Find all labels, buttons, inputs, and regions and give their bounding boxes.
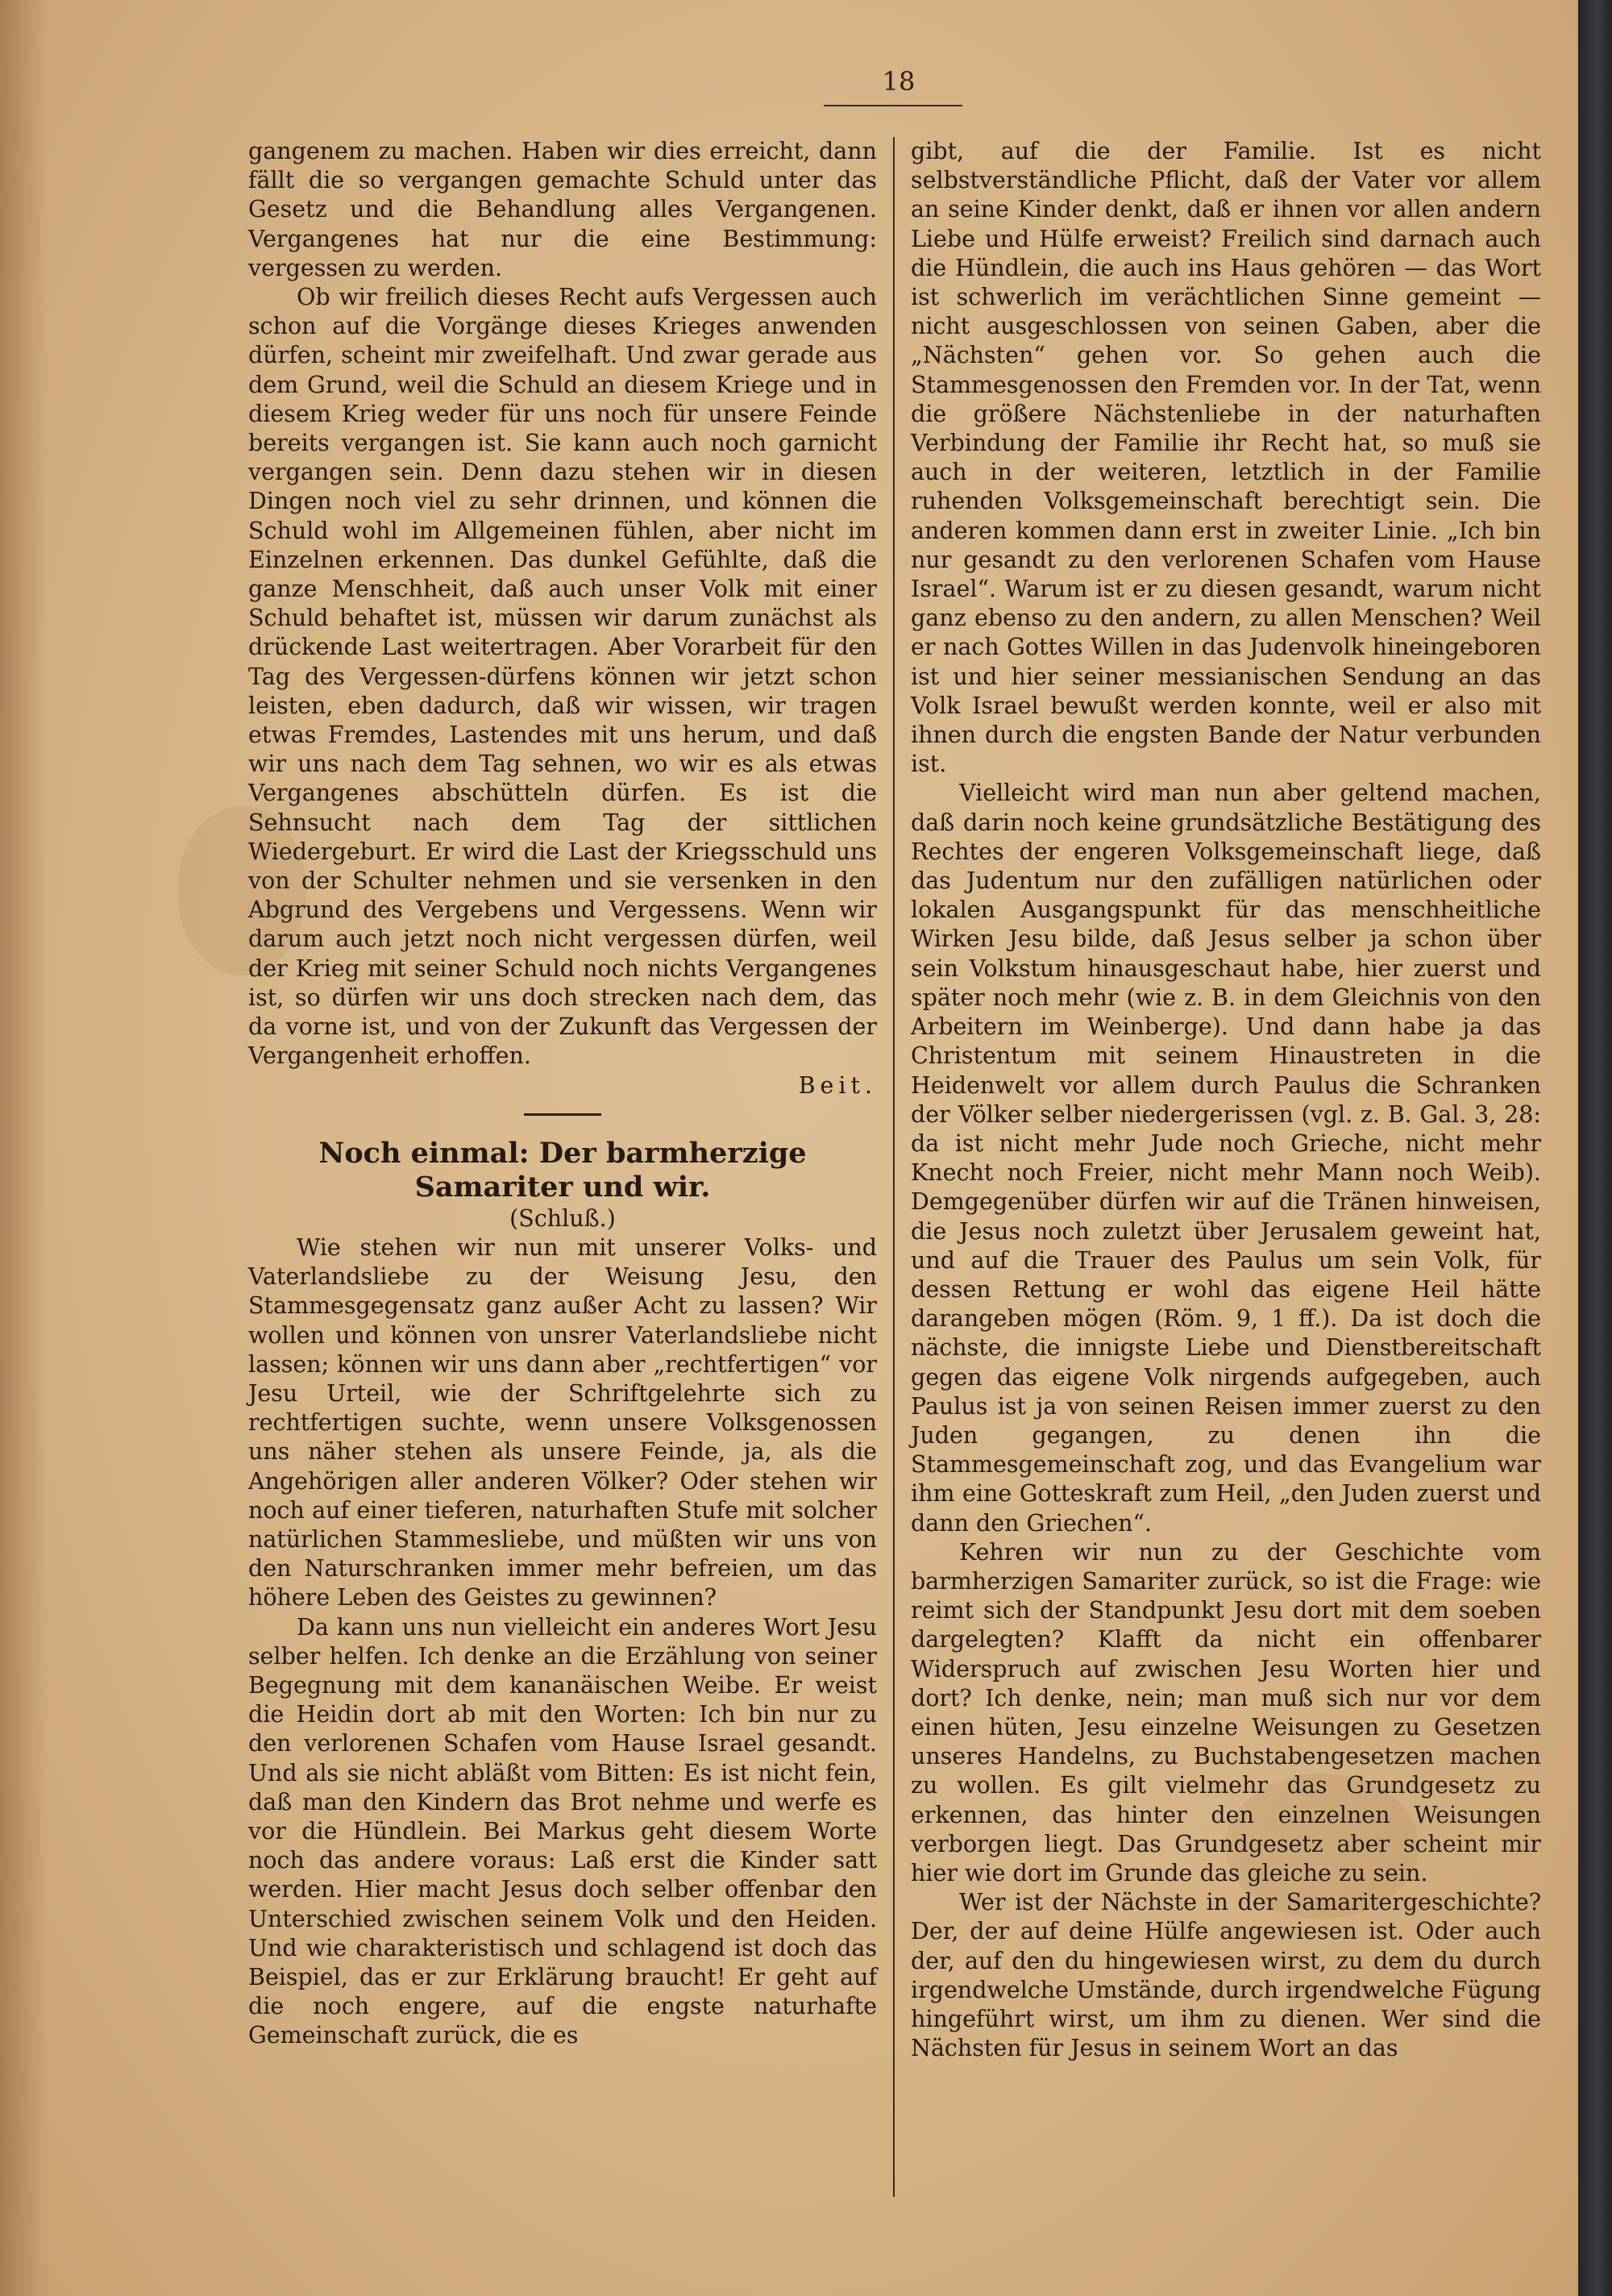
article-subhead: (Schluß.) [509, 1204, 616, 1232]
book-binding [1578, 0, 1612, 2296]
right-column [911, 137, 1541, 2063]
column-divider [893, 137, 895, 2197]
article-separator [524, 1113, 601, 1116]
paragraph: Ob wir freilich dieses Recht aufs Vergessen auch schon auf die Vorgänge dieses Krieges anwenden dürfen, scheint mir zweifelhaft. Und zwar gerade aus dem Grund, weil die Schuld an diesem Kriege und in diesem Krieg weder für uns noch für unsere Feinde bereits vergangen ist. Sie kann auch noch garnicht vergangen sein. Denn dazu stehen wir in diesen Dingen noch viel zu sehr drinnen, und können die Schuld wohl im Allgemeinen fühlen, aber nicht im Einzelnen erkennen. Das dunkel Gefühlte, daß die ganze Menschheit, daß auch unser Volk mit einer Schuld behaftet ist, müssen wir darum zunächst als drückende Last weitertragen. Aber Vorarbeit für den Tag des Vergessen-dürfens können wir jetzt schon leisten, eben dadurch, daß wir wissen, wir tragen etwas Fremdes, Lastendes mit uns herum, und daß wir uns nach dem Tag sehnen, wo wir es als etwas Vergangenes abschütteln dürfen. Es ist die Sehnsucht nach dem Tag der sittlichen Wiedergeburt. Er wird die Last der Kriegsschuld uns von der Schulter nehmen und sie versenken in den Abgrund des Vergebens und Vergessens. Wenn wir darum auch jetzt noch nicht vergessen dürfen, weil der Krieg mit seiner Schuld noch nichts Vergangenes ist, so dürfen wir uns doch strecken nach dem, das da vorne ist, und von der Zukunft das Vergessen der Vergangenheit erhoffen. [248, 284, 877, 1070]
paragraph: gibt, auf die der Familie. Ist es nicht selbstverständliche Pflicht, daß der Vater vor allem an seine Kinder denkt, daß er ihnen vor allen andern Liebe und Hülfe erweist? Freilich sind darnach auch die Hündlein, die auch ins Haus gehören — das Wort ist schwerlich im verächtlichen Sinne gemeint — nicht ausgeschlossen von seinen Gaben, aber die „Nächsten“ gehen vor. So gehen auch die Stammesgenossen den Fremden vor. In der Tat, wenn die größere Nächstenliebe in der naturhaften Verbindung der Familie ihr Recht hat, so muß sie auch in der weiteren, letztlich in der Familie ruhenden Volksgemeinschaft berechtigt sein. Die anderen kommen dann erst in zweiter Linie. „Ich bin nur gesandt zu den verlorenen Schafen vom Hause Israel“. Warum ist er zu diesen gesandt, warum nicht ganz ebenso zu den andern, zu allen Menschen? Weil er nach Gottes Willen in das Judenvolk hineingeboren ist und hier seiner messianischen Sendung an das Volk Israel bewußt werden konnte, weil er also mit ihnen durch die engsten Bande der Natur verbunden ist. [911, 138, 1541, 778]
paragraph: Wie stehen wir nun mit unserer Volks- und Vaterlandsliebe zu der Weisung Jesu, den Stammesgegensatz ganz außer Acht zu lassen? Wir wollen und können von unsrer Vaterlandsliebe nicht lassen; können wir uns dann aber „rechtfertigen“ vor Jesu Urteil, wie der Schriftgelehrte sich zu rechtfertigen suchte, wenn unsere Volksgenossen uns näher stehen als unsere Feinde, ja, als die Angehörigen aller anderen Völker? Oder stehen wir noch auf einer tieferen, naturhaften Stufe mit solcher natürlichen Stammesliebe, und müßten wir uns von den Naturschranken immer mehr befreien, um das höhere Leben des Geistes zu gewinnen? [248, 1233, 877, 1612]
page-edge-shadow [0, 0, 48, 2296]
paragraph: Wer ist der Nächste in der Samaritergeschichte? Der, der auf deine Hülfe angewiesen ist. Oder auch der, auf den du hingewiesen wirst, zu dem du durch irgendwelche Umstände, durch irgendwelche Fügung hingeführt wirst, um ihm zu dienen. Wer sind die Nächsten für Jesus in seinem Wort an das [911, 1889, 1541, 2062]
page-number-rule [824, 105, 962, 106]
article-headline: Noch einmal: Der barmherzige Samariter und wir. [318, 1136, 807, 1204]
page-number: 18 [882, 66, 916, 97]
paragraph: Da kann uns nun vielleicht ein anderes Wort Jesu selber helfen. Ich denke an die Erzählung von seiner Begegnung mit dem kananäischen Weibe. Er weist die Heidin dort ab mit den Worten: Ich bin nur zu den verlorenen Schafen vom Hause Israel gesandt. Und als sie nicht abläßt vom Bitten: Es ist nicht fein, daß man den Kindern das Brot nehme und werfe es vor die Hündlein. Bei Markus geht diesem Worte noch das andere voraus: Laß erst die Kinder satt werden. Hier macht Jesus doch selber offenbar den Unterschied zwischen seinem Volk und den Heiden. Und wie charakteristisch und schlagend ist doch das Beispiel, das er zur Erklärung braucht! Er geht auf die noch engere, auf die engste naturhafte Gemeinschaft zurück, die es [248, 1613, 877, 2049]
left-column [248, 137, 877, 2051]
paragraph: Vielleicht wird man nun aber geltend machen, daß darin noch keine grundsätzliche Bestätigung des Rechtes der engeren Volksgemeinschaft liege, daß das Judentum nur den zufälligen natürlichen oder lokalen Ausgangspunkt für das menschheitliche Wirken Jesu bilde, daß Jesus selber ja schon über sein Volkstum hinausgeschaut habe, hier zuerst und später noch mehr (wie z. B. in dem Gleichnis von den Arbeitern im Weinberge). Und dann habe ja das Christentum mit seinem Hinaustreten in die Heidenwelt vor allem durch Paulus die Schranken der Völker selber niedergerissen (vgl. z. B. Gal. 3, 28: da ist nicht mehr Jude noch Grieche, nicht mehr Knecht noch Freier, nicht mehr Mann noch Weib). Demgegenüber dürfen wir auf die Tränen hinweisen, die Jesus noch zuletzt über Jerusalem geweint hat, und auf die Trauer des Paulus um sein Volk, für dessen Rettung er wohl das eigene Heil hätte darangeben mögen (Röm. 9, 1 ff.). Da ist doch die nächste, die innigste Liebe und Dienstbereitschaft gegen das eigene Volk nirgends aufgegeben, auch Paulus ist ja von seinen Reisen immer zuerst zu den Juden gegangen, zu denen ihn die Stammesgemeinschaft zog, und das Evangelium war ihm eine Gotteskraft zum Heil, „den Juden zuerst und dann den Griechen“. [911, 780, 1541, 1537]
author-signature: Beit. [798, 1071, 877, 1099]
paragraph: Kehren wir nun zu der Geschichte vom barmherzigen Samariter zurück, so ist die Frage: wie reimt sich der Standpunkt Jesu dort mit dem soeben dargelegten? Klafft da nicht ein offenbarer Widerspruch auf zwischen Jesu Worten hier und dort? Ich denke, nein; man muß sich nur vor dem einen hüten, Jesu einzelne Weisungen zu Gesetzen unseres Handelns, zu Buchstabengesetzen machen zu wollen. Es gilt vielmehr das Grundgesetz zu erkennen, das hinter den einzelnen Weisungen verborgen liegt. Das Grundgesetz aber scheint mir hier wie dort im Grunde das gleiche zu sein. [911, 1538, 1541, 1886]
paragraph: gangenem zu machen. Haben wir dies erreicht, dann fällt die so vergangen gemachte Schuld unter das Gesetz und die Behandlung alles Vergangenen. Vergangenes hat nur die eine Bestimmung: vergessen zu werden. [248, 138, 877, 281]
